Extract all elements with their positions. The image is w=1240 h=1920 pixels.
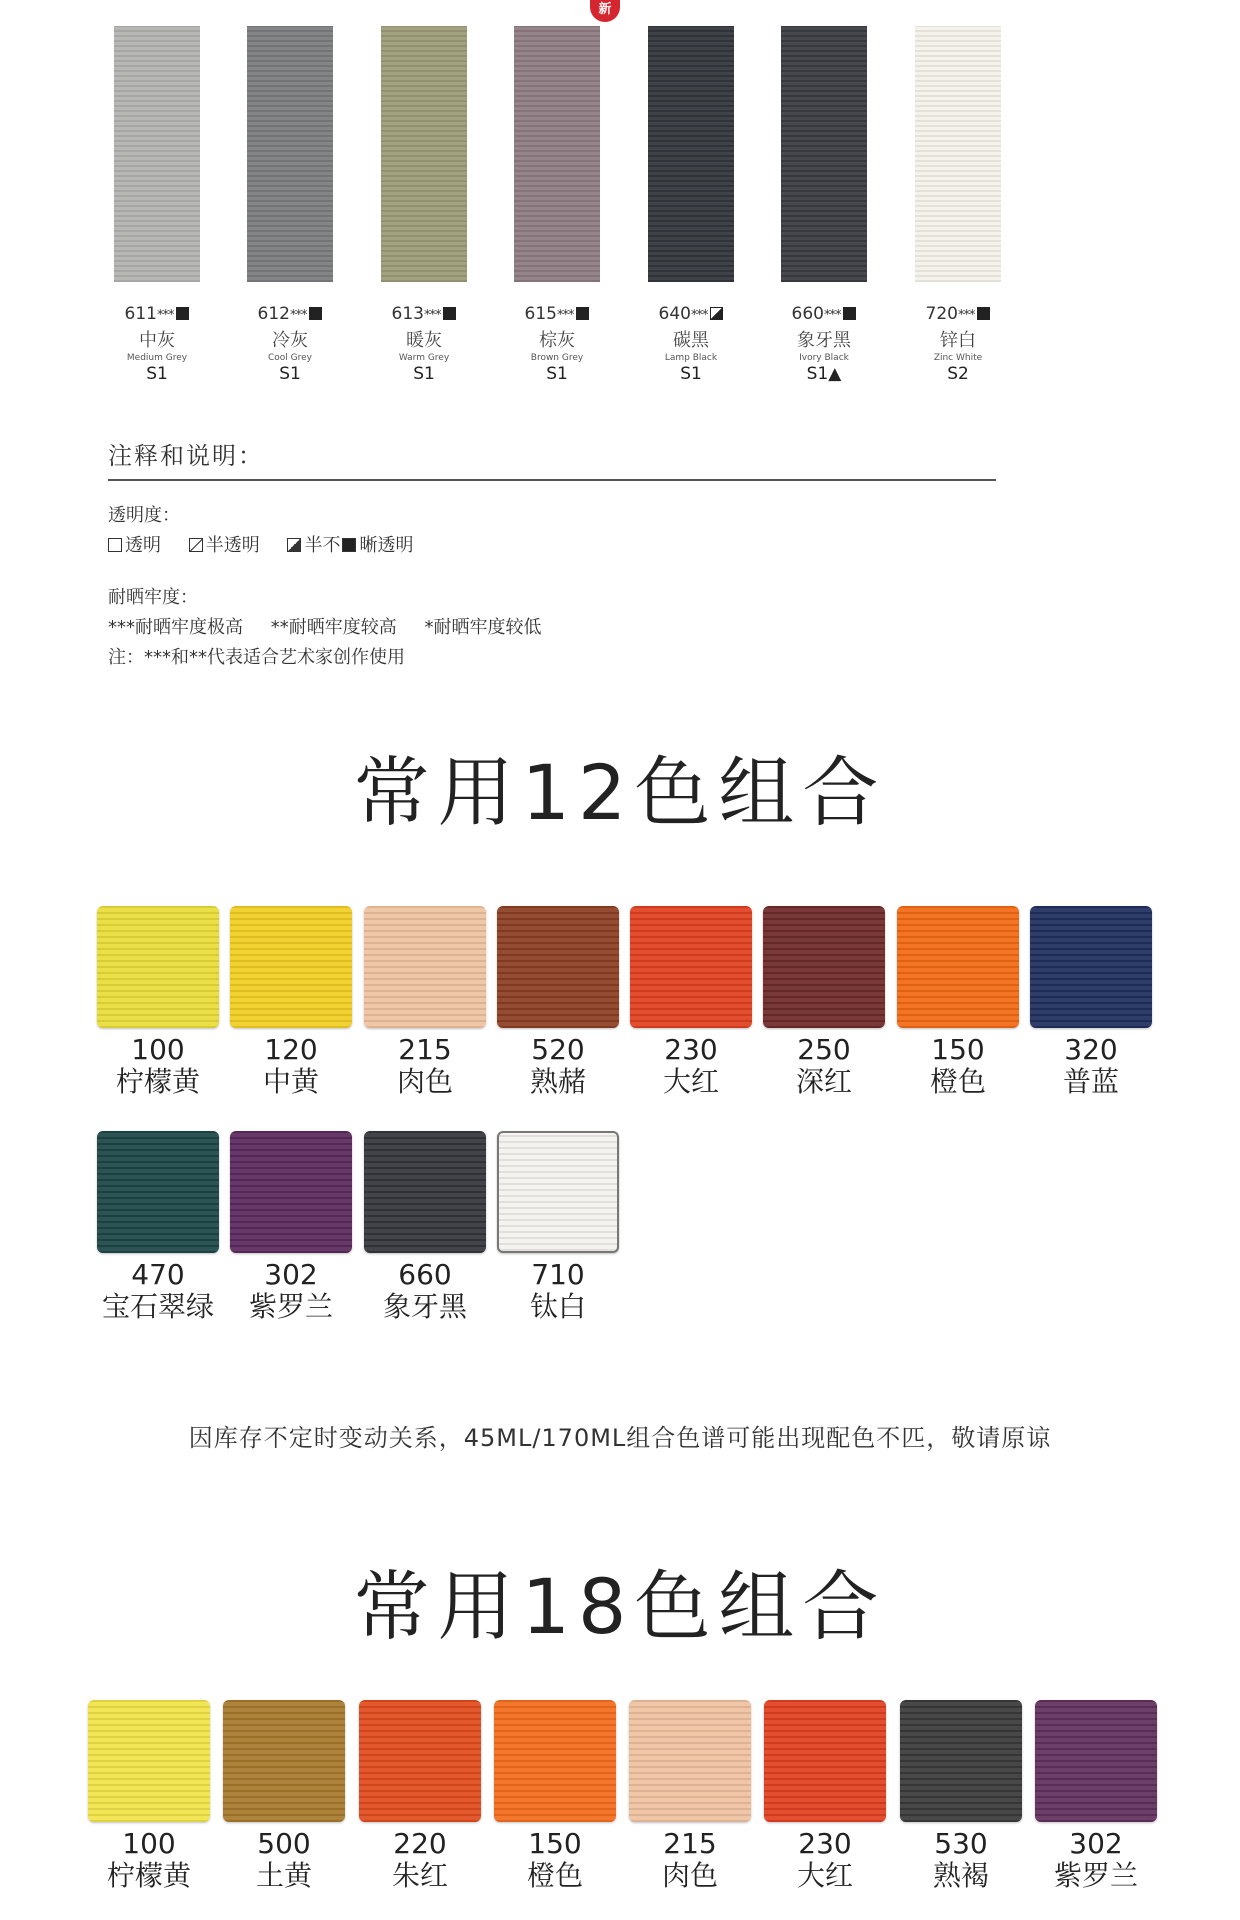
color-chip	[497, 1131, 619, 1253]
tube-strip-720	[915, 26, 1001, 384]
strip-series: S2	[947, 364, 969, 384]
strip-swatch	[114, 26, 200, 282]
color-name: 柠檬黄	[106, 1859, 191, 1892]
strip-name-cn: 棕灰	[539, 330, 575, 351]
strip-swatch	[781, 26, 867, 282]
strip-stars: ***	[690, 308, 708, 323]
color-code: 120	[264, 1033, 318, 1066]
color-name: 肉色	[396, 1065, 453, 1098]
color-name: 橙色	[526, 1859, 583, 1892]
color-chip	[497, 906, 619, 1028]
strip-code: 611	[124, 304, 157, 324]
strip-stars: ***	[556, 308, 574, 323]
strip-swatch	[915, 26, 1001, 282]
color-code: 520	[531, 1033, 585, 1066]
opacity-square-icon	[710, 307, 723, 320]
strip-code: 615	[524, 304, 557, 324]
notes-remark: 注：***和**代表适合艺术家创作使用	[108, 647, 405, 668]
color-code: 470	[131, 1258, 185, 1291]
strip-stars: ***	[289, 308, 307, 323]
color-name: 象牙黑	[382, 1290, 467, 1323]
strip-name-cn: 中灰	[139, 330, 175, 351]
tube-strip-660	[781, 26, 867, 384]
color-tile-320	[1030, 906, 1152, 1098]
color-tile-150	[494, 1700, 616, 1892]
stock-footnote: 因库存不定时变动关系，45ML/170ML组合色谱可能出现配色不匹，敬请原谅	[188, 1424, 1052, 1452]
strip-series: S1	[146, 364, 168, 384]
semi-transparent-text: 半透明	[205, 535, 260, 556]
transparent-text: 透明	[125, 535, 161, 556]
strip-name-en: Zinc White	[933, 353, 983, 363]
color-tile-215	[629, 1700, 751, 1892]
color-name: 柠檬黄	[115, 1065, 200, 1098]
strip-series: S1	[279, 364, 301, 384]
tube-strip-611	[114, 26, 200, 384]
lightfast-label: 耐晒牢度：	[108, 587, 198, 608]
lightfast-medium: **耐晒牢度较高	[270, 617, 397, 638]
opacity-square-icon	[309, 307, 322, 320]
transparent-box-icon	[108, 538, 122, 552]
strip-swatch	[648, 26, 734, 282]
color-chip	[897, 906, 1019, 1028]
color-tile-230	[630, 906, 752, 1098]
color-tile-530	[900, 1700, 1022, 1892]
strip-name-cn: 锌白	[940, 330, 976, 351]
color-code: 100	[131, 1033, 185, 1066]
strip-swatch	[514, 26, 600, 282]
semi-opaque-text: 半不	[304, 535, 341, 556]
strip-name-cn: 碳黑	[673, 330, 709, 351]
tube-strip-612	[247, 26, 333, 384]
color-name: 土黄	[255, 1859, 312, 1892]
strip-stars: ***	[823, 308, 841, 323]
color-tile-150	[897, 906, 1019, 1098]
tube-strip-640	[648, 26, 734, 384]
color-chip	[629, 1700, 751, 1822]
color-chip	[900, 1700, 1022, 1822]
color-tile-100	[97, 906, 219, 1098]
color-name: 朱红	[391, 1859, 448, 1892]
color-code: 230	[664, 1033, 718, 1066]
semi-transparent-box-icon	[189, 538, 203, 552]
transparency-label: 透明度：	[108, 505, 180, 526]
color-chip	[97, 1131, 219, 1253]
color-chip	[764, 1700, 886, 1822]
color-code: 250	[797, 1033, 851, 1066]
set12-title: 常用12色组合	[353, 748, 887, 837]
opacity-square-icon	[176, 307, 189, 320]
color-tile-215	[364, 906, 486, 1098]
color-name: 普蓝	[1062, 1065, 1119, 1098]
strip-name-en: Warm Grey	[398, 353, 450, 363]
strip-code: 640	[658, 304, 691, 324]
strip-code: 613	[391, 304, 424, 324]
opacity-square-icon	[443, 307, 456, 320]
strip-series: S1	[680, 364, 702, 384]
lightfast-low: *耐晒牢度较低	[424, 617, 542, 638]
set18-title: 常用18色组合	[353, 1562, 887, 1651]
color-tile-230	[764, 1700, 886, 1892]
color-code: 302	[1069, 1827, 1123, 1860]
color-chip	[223, 1700, 345, 1822]
lightfast-high: ***耐晒牢度极高	[108, 617, 243, 638]
color-tile-660	[364, 1131, 486, 1323]
tube-strip-row	[0, 0, 1240, 400]
color-code: 302	[264, 1258, 318, 1291]
color-name: 中黄	[262, 1065, 319, 1098]
strip-name-en: Brown Grey	[530, 353, 584, 363]
color-name: 熟褐	[932, 1859, 989, 1892]
color-tile-302	[1035, 1700, 1157, 1892]
strip-swatch	[247, 26, 333, 282]
lightfast-legend	[108, 613, 996, 639]
strip-name-cn: 冷灰	[272, 330, 308, 351]
new-badge: 新	[590, 0, 620, 22]
color-tile-500	[223, 1700, 345, 1892]
tube-strip-615	[514, 26, 600, 384]
color-code: 100	[122, 1827, 176, 1860]
color-tile-302	[230, 1131, 352, 1323]
color-code: 215	[663, 1827, 717, 1860]
color-code: 660	[398, 1258, 452, 1291]
color-chip	[630, 906, 752, 1028]
color-chip	[359, 1700, 481, 1822]
color-code: 220	[393, 1827, 447, 1860]
opacity-square-icon	[843, 307, 856, 320]
color-chip	[88, 1700, 210, 1822]
strip-name-cn: 暖灰	[406, 330, 442, 351]
color-code: 530	[934, 1827, 988, 1860]
color-tile-710	[497, 1131, 619, 1323]
color-code: 230	[798, 1827, 852, 1860]
strip-code: 660	[791, 304, 824, 324]
color-code: 500	[257, 1827, 311, 1860]
strip-stars: ***	[423, 308, 441, 323]
color-tile-470	[97, 1131, 219, 1323]
color-chip	[364, 1131, 486, 1253]
color-chip	[494, 1700, 616, 1822]
color-name: 大红	[796, 1859, 853, 1892]
color-tile-100	[88, 1700, 210, 1892]
strip-series: S1▲	[806, 364, 842, 384]
strip-name-cn: 象牙黑	[797, 330, 851, 351]
strip-stars: ***	[957, 308, 975, 323]
tube-strip-613	[381, 26, 467, 384]
strip-code: 612	[257, 304, 290, 324]
opacity-square-icon	[576, 307, 589, 320]
color-code: 215	[398, 1033, 452, 1066]
color-name: 钛白	[529, 1290, 586, 1323]
notes-title: 注释和说明：	[108, 436, 996, 481]
notes-section	[108, 436, 996, 669]
strip-name-en: Medium Grey	[126, 353, 188, 363]
strip-series: S1	[413, 364, 435, 384]
strip-swatch	[381, 26, 467, 282]
strip-name-en: Ivory Black	[799, 353, 849, 363]
opaque-box-icon	[342, 538, 356, 552]
color-chip	[97, 906, 219, 1028]
color-name: 橙色	[929, 1065, 986, 1098]
color-name: 深红	[795, 1065, 852, 1098]
transparency-legend	[108, 531, 996, 557]
color-tile-520	[497, 906, 619, 1098]
color-tile-220	[359, 1700, 481, 1892]
color-tile-250	[763, 906, 885, 1098]
strip-name-en: Cool Grey	[268, 353, 312, 363]
semi-opaque-box-icon	[287, 538, 301, 552]
color-name: 紫罗兰	[248, 1290, 333, 1323]
color-chip	[230, 906, 352, 1028]
color-name: 大红	[662, 1065, 719, 1098]
color-name: 紫罗兰	[1053, 1859, 1138, 1892]
color-code: 150	[931, 1033, 985, 1066]
strip-name-en: Lamp Black	[664, 353, 718, 363]
color-name: 肉色	[661, 1859, 718, 1892]
color-code: 150	[528, 1827, 582, 1860]
color-chip	[763, 906, 885, 1028]
color-code: 710	[531, 1258, 585, 1291]
strip-code: 720	[925, 304, 958, 324]
color-name: 宝石翠绿	[101, 1290, 214, 1323]
color-tile-120	[230, 906, 352, 1098]
strip-stars: ***	[156, 308, 174, 323]
color-chip	[364, 906, 486, 1028]
strip-series: S1	[546, 364, 568, 384]
color-code: 320	[1064, 1033, 1118, 1066]
color-chip	[230, 1131, 352, 1253]
color-chip	[1030, 906, 1152, 1028]
color-name: 熟赭	[529, 1065, 586, 1098]
color-chip	[1035, 1700, 1157, 1822]
opacity-square-icon	[977, 307, 990, 320]
opaque-text: 晰透明	[359, 535, 414, 556]
